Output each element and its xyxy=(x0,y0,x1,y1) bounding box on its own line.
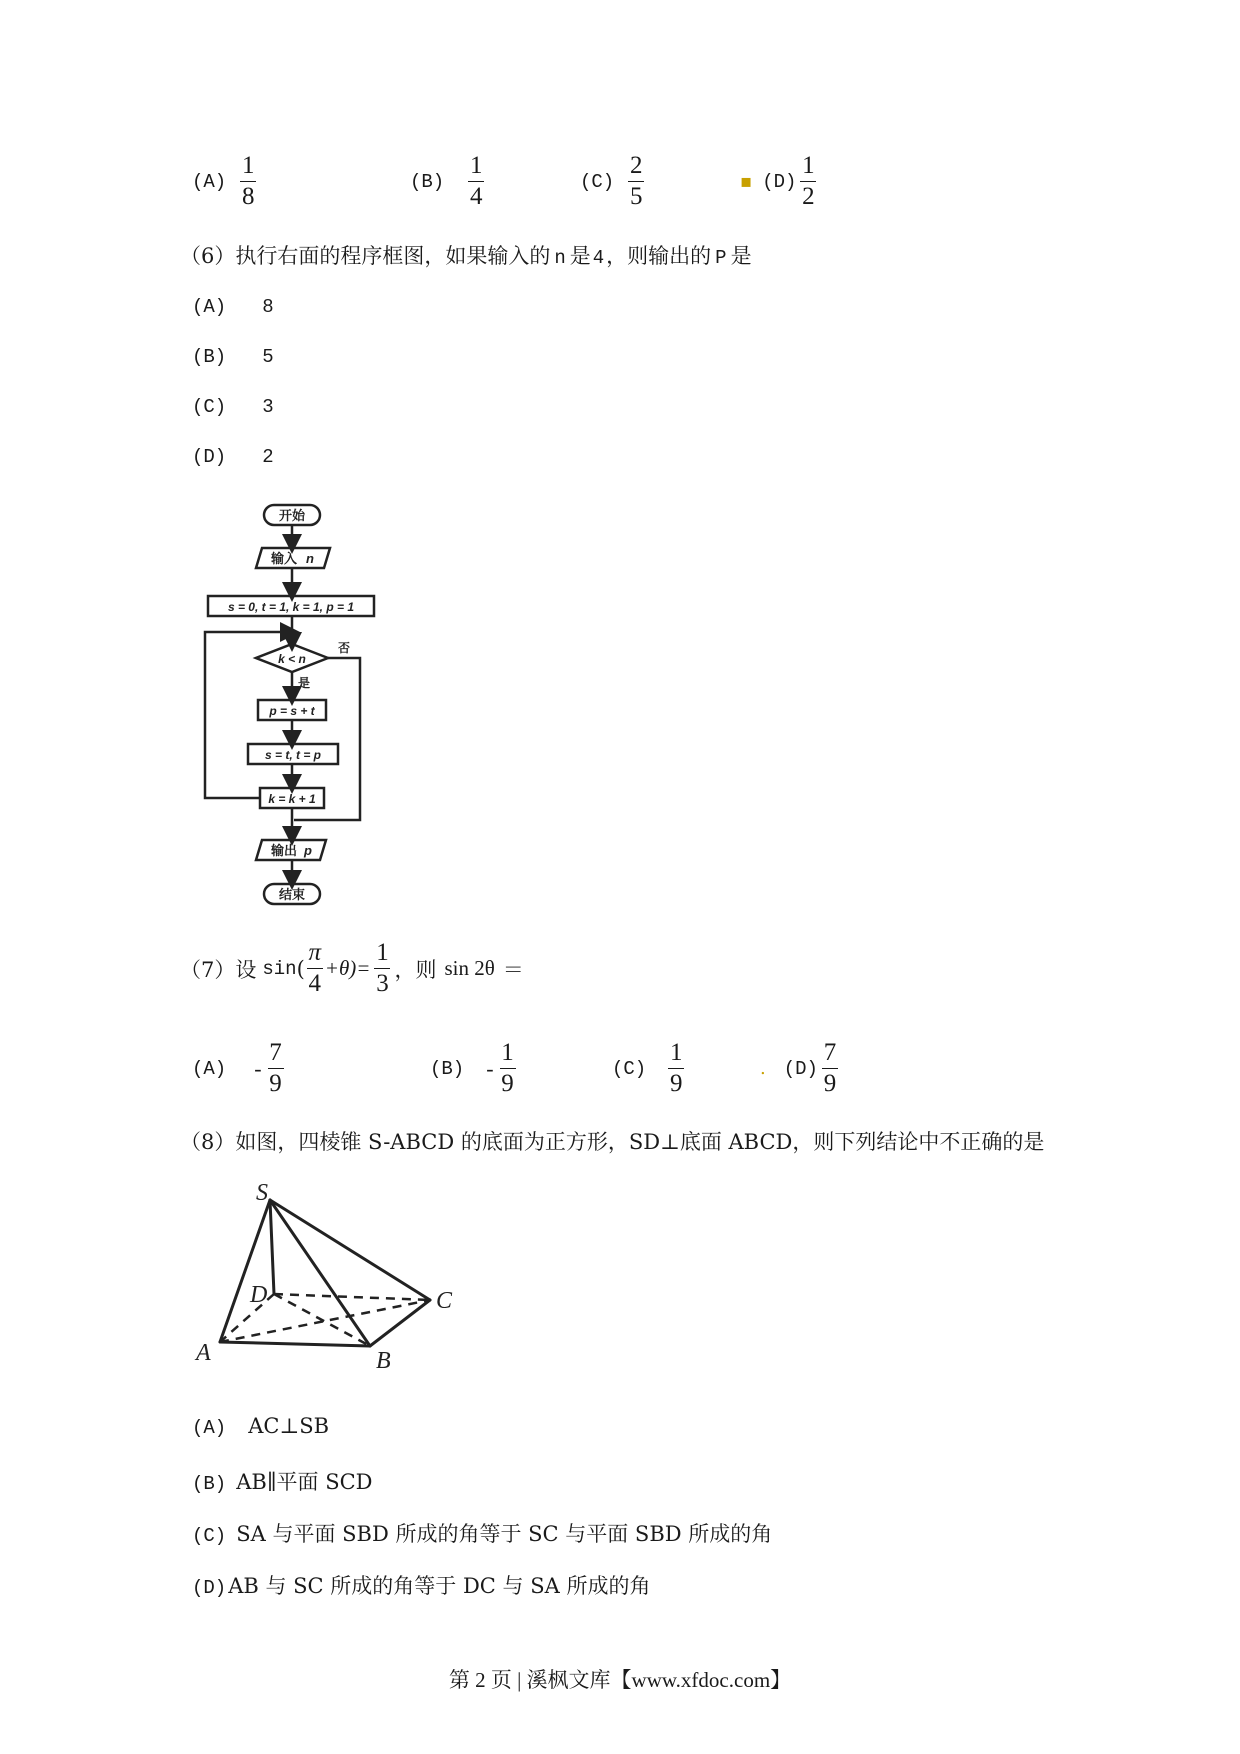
label-S: S xyxy=(256,1182,268,1206)
label-B: B xyxy=(376,1348,391,1372)
flowchart-output-var: p xyxy=(304,843,312,858)
option-label: (B) xyxy=(410,170,445,193)
yellow-dot-icon: . xyxy=(760,1058,766,1080)
q6-option-d: (D) 2 xyxy=(192,446,274,468)
fraction: $\frac{7}{9}$ xyxy=(269,1039,282,1098)
fraction: $\frac{7}{9}$ xyxy=(823,1039,837,1098)
fraction-pi-over-4: $\frac{\pi}{4}$ xyxy=(308,939,322,998)
q6-option-b: (B) 5 xyxy=(192,346,274,368)
fraction: $\frac{1}{9}$ xyxy=(501,1039,514,1098)
q7-option-a: (A) - $\frac{7}{9}$ xyxy=(192,1039,282,1098)
flowchart-input-var: n xyxy=(306,551,314,566)
flowchart-step1-text: p = s + t xyxy=(269,704,315,718)
flowchart-init-text: s = 0, t = 1, k = 1, p = 1 xyxy=(227,600,355,614)
flowchart-yes: 是 xyxy=(297,676,311,690)
q8-stem: （8）如图，四棱锥 S-ABCD 的底面为正方形，SD⊥底面 ABCD，则下列结论中不正确的是 xyxy=(180,1130,1045,1154)
label-D: D xyxy=(250,1282,268,1308)
fraction: $\frac{1}{2}$ xyxy=(802,152,815,211)
flowchart-output-label: 输出 xyxy=(270,843,298,858)
q8-option-d: (D)AB 与 SC 所成的角等于 DC 与 SA 所成的角 xyxy=(192,1574,651,1599)
q5-option-b xyxy=(410,153,484,211)
flowchart-end-text: 结束 xyxy=(278,887,306,902)
q5-option-a xyxy=(192,153,256,211)
fraction: $\frac{1}{8}$ xyxy=(241,152,255,211)
fraction-one-third: $\frac{1}{3}$ xyxy=(376,939,389,998)
fraction: $\frac{1}{4}$ xyxy=(469,152,483,211)
label-C: C xyxy=(436,1288,453,1314)
flowchart-step2-text: s = t, t = p xyxy=(264,748,322,762)
page-footer: 第 2 页 | 溪枫文库【www.xfdoc.com】 xyxy=(448,1668,792,1692)
q6-option-c: (C) 3 xyxy=(192,396,274,418)
flowchart-no: 否 xyxy=(337,641,351,655)
q7-option-d: . (D) $\frac{7}{9}$ xyxy=(760,1039,837,1098)
q5-option-d xyxy=(740,153,816,211)
option-label: (D) xyxy=(762,170,797,193)
flowchart-input-label: 输入 xyxy=(270,551,298,566)
fraction: $\frac{1}{9}$ xyxy=(669,1039,683,1098)
flowchart-step3-text: k = k + 1 xyxy=(268,792,316,806)
fraction: $\frac{2}{5}$ xyxy=(629,152,643,211)
yellow-dot-icon: ▪ xyxy=(740,171,753,193)
q8-option-c: (C) SA 与平面 SBD 所成的角等于 SC 与平面 SBD 所成的角 xyxy=(192,1522,773,1547)
q5-option-c xyxy=(580,153,644,211)
option-label: (C) xyxy=(580,170,615,193)
q6-stem: （6）执行右面的程序框图，如果输入的 n 是 4，则输出的 P 是 xyxy=(180,244,752,269)
flowchart xyxy=(200,500,390,910)
q7-option-c: (C) $\frac{1}{9}$ xyxy=(612,1039,683,1098)
flowchart-start-text: 开始 xyxy=(278,508,306,523)
q8-option-a: (A) AC⊥SB xyxy=(192,1414,330,1439)
q7-stem: （7）设 sin ( $\frac{\pi}{4}$ +θ)= $\frac{1}{3}$ ，则 sin 2θ ＝ xyxy=(180,939,524,998)
q8-option-b: (B) AB∥平面 SCD xyxy=(192,1470,373,1495)
flowchart-cond-text: k < n xyxy=(278,652,306,666)
q6-option-a: (A) 8 xyxy=(192,296,274,318)
q7-option-b: (B) - $\frac{1}{9}$ xyxy=(430,1039,514,1098)
label-A: A xyxy=(196,1340,211,1366)
pyramid-figure xyxy=(190,1182,460,1372)
option-label: (A) xyxy=(192,170,227,193)
